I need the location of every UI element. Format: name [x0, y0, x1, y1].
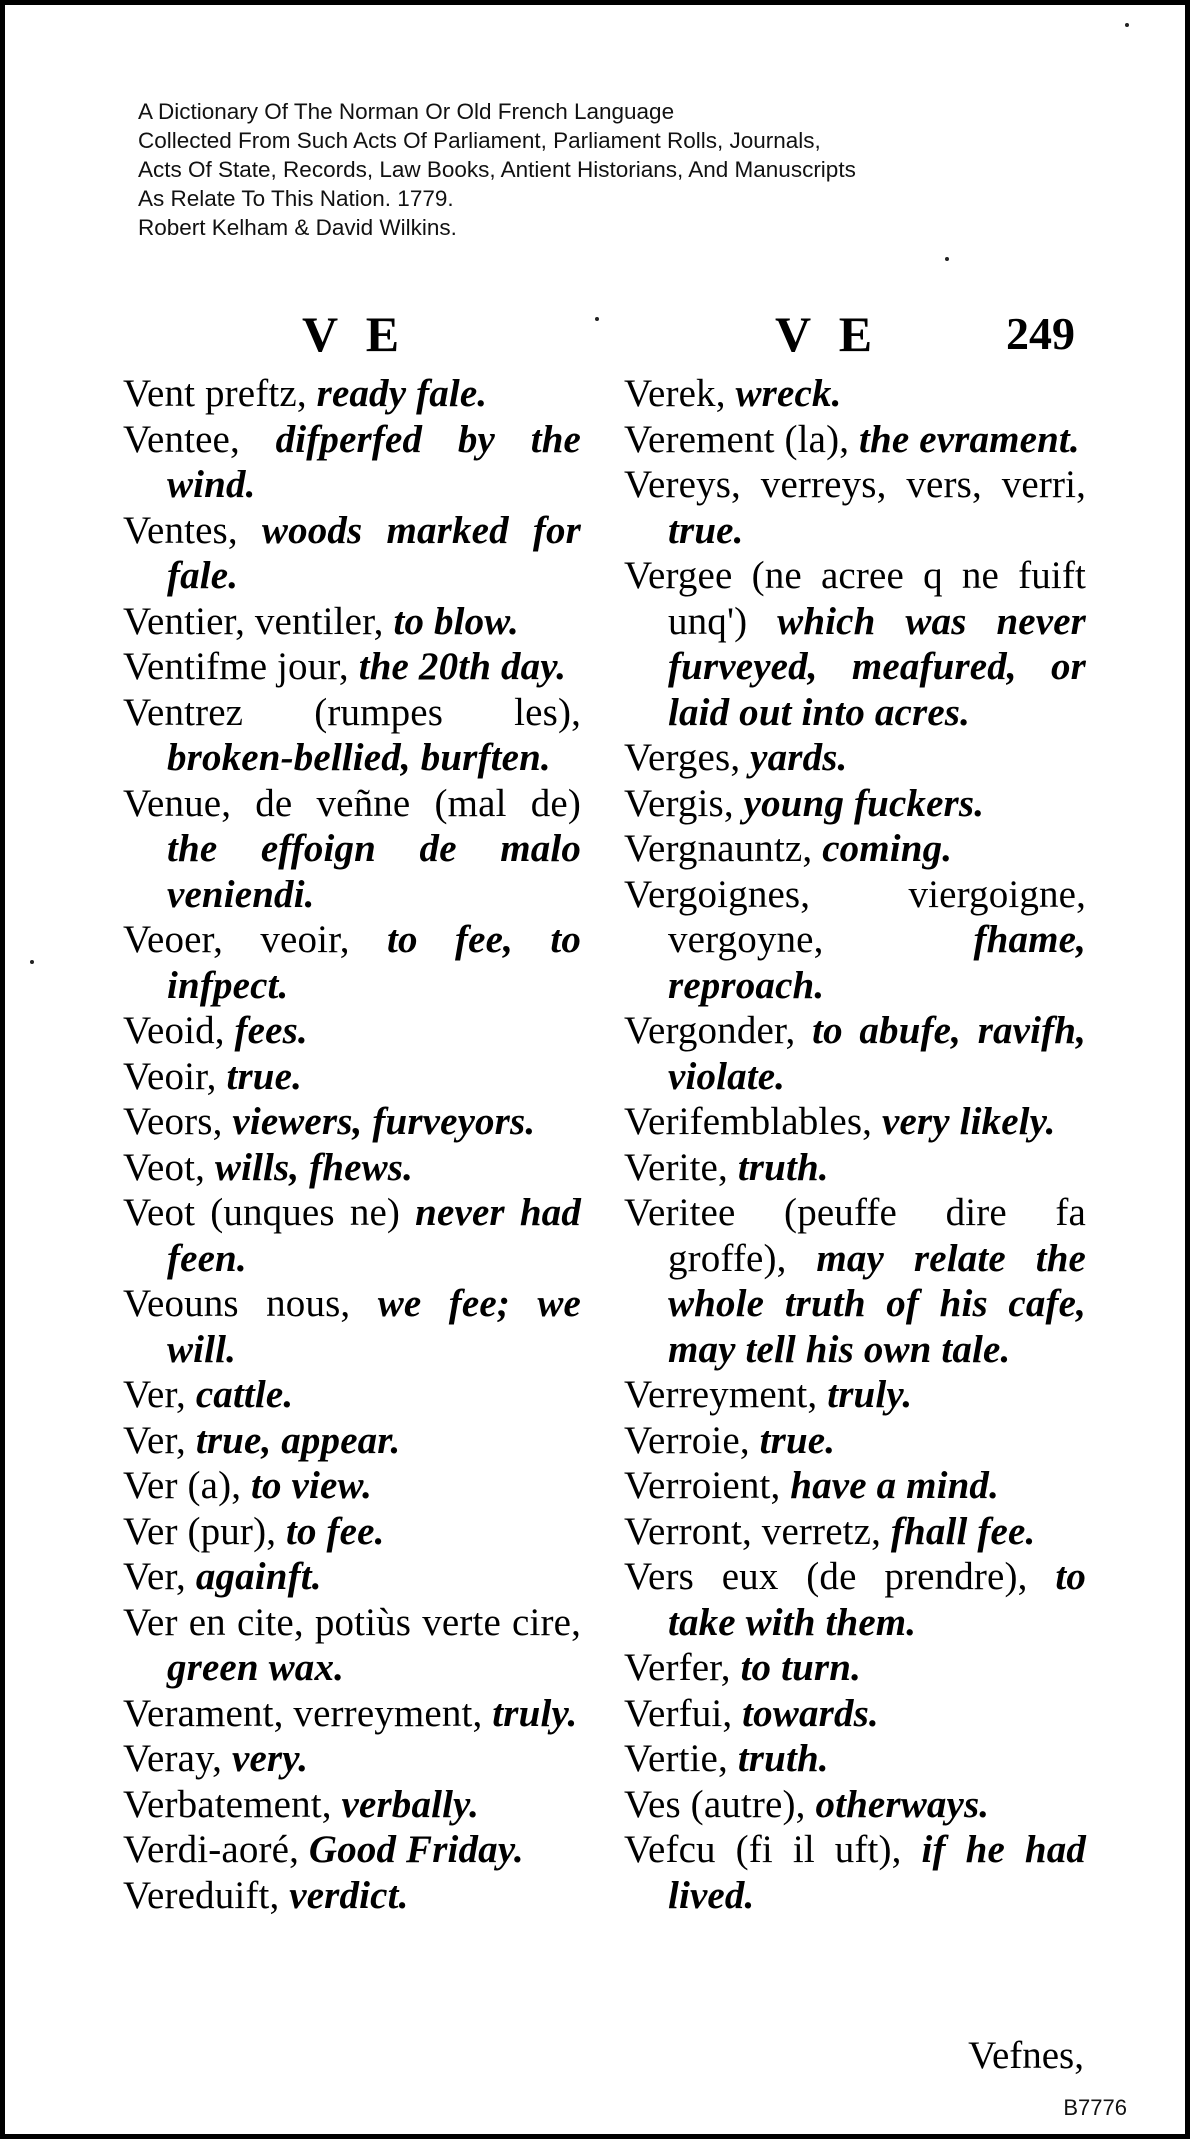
entry-headword: Ver en cite, potiùs verte cire, [123, 1600, 581, 1644]
ink-speck [595, 317, 599, 321]
entry-gloss: may relate the whole truth of his cafe, may tell his own tale. [668, 1236, 1086, 1371]
entry-headword: Vergis, [624, 781, 734, 825]
entry-headword: Vefcu (fi il uft), [624, 1828, 902, 1871]
entry-gloss: fhall fee. [881, 1509, 1036, 1553]
entry-headword: Veot (unques ne) [123, 1191, 401, 1234]
dictionary-entry [624, 1509, 1086, 1555]
entry-headword: Verroie, [624, 1418, 750, 1462]
dictionary-entry [624, 872, 1086, 1009]
entry-gloss: againft. [185, 1555, 322, 1598]
catchword: Vefnes, [968, 2034, 1084, 2077]
dictionary-entry [123, 1509, 581, 1555]
entry-headword: Veritee (peuffe dire fa groffe), [624, 1191, 1086, 1280]
entry-headword: Venue, de veñne (mal de) [123, 781, 581, 825]
entry-gloss: which was never furveyed, meafured, or laid out into acres. [668, 599, 1086, 734]
dictionary-entry [624, 1008, 1086, 1099]
authors-line: Robert Kelham & David Wilkins. [138, 215, 457, 240]
dictionary-entry [624, 1463, 1086, 1509]
title-line-2: Collected From Such Acts Of Parliament, Parliament Rolls, Journals, [138, 128, 821, 153]
entry-gloss: difperfed by the wind. [167, 417, 581, 506]
entry-headword: Ventifme jour, [123, 645, 349, 688]
entry-headword: Vertie, [624, 1737, 728, 1780]
entry-headword: Verges, [624, 736, 741, 779]
entry-headword: Verdi-aoré, [123, 1828, 299, 1871]
dictionary-entry [624, 1190, 1086, 1372]
entry-headword: Veot, [123, 1145, 205, 1189]
dictionary-entry [624, 781, 1086, 827]
entry-headword: Verite, [624, 1145, 728, 1189]
entry-gloss: to fee, to infpect. [167, 918, 581, 1007]
running-head-right: V E [775, 306, 881, 362]
dictionary-entry [123, 1691, 581, 1737]
entry-gloss: very likely. [872, 1100, 1056, 1143]
dictionary-entry [123, 1190, 581, 1281]
entry-headword: Vent preftz, [123, 372, 307, 415]
entry-gloss: fhame, reproach. [668, 918, 1086, 1007]
entry-headword: Verreyment, [624, 1373, 818, 1416]
entry-headword: Verament, verreyment, [123, 1691, 483, 1735]
entry-gloss: otherways. [805, 1782, 990, 1826]
entry-gloss: to blow. [383, 599, 519, 643]
dictionary-entry [123, 1782, 581, 1828]
entry-headword: Ves (autre), [624, 1782, 806, 1826]
dictionary-entry [123, 508, 581, 599]
entry-headword: Verfer, [624, 1646, 731, 1689]
left-column [123, 371, 581, 1918]
entry-headword: Veouns nous, [123, 1282, 351, 1325]
header-block [138, 97, 1038, 242]
ink-speck [1125, 23, 1129, 27]
dictionary-entry [624, 1782, 1086, 1828]
dictionary-entry [123, 1418, 581, 1464]
dictionary-entry [123, 1372, 581, 1418]
entry-gloss: green wax. [167, 1646, 344, 1689]
entry-headword: Verement (la), [624, 417, 850, 461]
dictionary-entry [123, 1145, 581, 1191]
dictionary-entry [123, 1600, 581, 1691]
entry-headword: Verront, verretz, [624, 1509, 882, 1553]
entry-gloss: truth. [727, 1737, 829, 1780]
dictionary-entry [123, 1463, 581, 1509]
title-line-3: Acts Of State, Records, Law Books, Antient Historians, And Manuscripts [138, 157, 856, 182]
entry-gloss: true. [749, 1418, 836, 1462]
dictionary-entry [624, 1554, 1086, 1645]
entry-gloss: to view. [241, 1464, 373, 1507]
entry-headword: Ventee, [123, 417, 240, 461]
entry-gloss: woods marked for fale. [167, 508, 581, 597]
entry-headword: Ventes, [123, 508, 238, 552]
dictionary-entry [624, 1827, 1086, 1918]
entry-gloss: the 20th day. [348, 645, 567, 688]
entry-headword: Veray, [123, 1737, 223, 1780]
entry-gloss: verbally. [331, 1782, 479, 1826]
entry-gloss: very. [222, 1737, 309, 1780]
entry-gloss: true. [668, 508, 744, 552]
dictionary-entry [624, 1736, 1086, 1782]
entry-gloss: true. [216, 1054, 302, 1098]
entry-gloss: to take with them. [668, 1555, 1086, 1644]
entry-headword: Verbatement, [123, 1782, 332, 1826]
ink-speck [945, 257, 949, 261]
entry-gloss: truly. [482, 1691, 578, 1735]
entry-headword: Ver, [123, 1373, 186, 1416]
entry-gloss: wills, fhews. [205, 1145, 413, 1189]
entry-headword: Ventrez (rumpes les), [123, 690, 581, 734]
dictionary-entry [624, 826, 1086, 872]
entry-headword: Verek, [624, 372, 726, 415]
dictionary-entry [123, 1008, 581, 1054]
dictionary-entry [624, 735, 1086, 781]
entry-gloss: the evrament. [849, 417, 1080, 461]
entry-gloss: to fee. [276, 1509, 385, 1553]
entry-gloss: coming. [812, 827, 953, 870]
dictionary-entry [123, 1736, 581, 1782]
entry-gloss: to abufe, ravifh, violate. [668, 1009, 1086, 1098]
entry-gloss: young fuckers. [733, 781, 985, 825]
dictionary-entry [123, 781, 581, 918]
entry-gloss: verdict. [279, 1873, 409, 1917]
dictionary-entry [624, 553, 1086, 735]
entry-headword: Ver (a), [123, 1464, 242, 1507]
entry-headword: Ver (pur), [123, 1509, 277, 1553]
entry-gloss: Good Friday. [298, 1828, 524, 1871]
title-line-1: A Dictionary Of The Norman Or Old French Language [138, 99, 675, 124]
dictionary-entry [624, 1645, 1086, 1691]
right-column [624, 371, 1086, 1918]
entry-headword: Vereys, verreys, vers, verri, [624, 463, 1086, 506]
entry-headword: Vergnauntz, [624, 827, 813, 870]
dictionary-entry [123, 1281, 581, 1372]
entry-headword: Ventier, ventiler, [123, 599, 384, 643]
entry-headword: Vers eux (de prendre), [624, 1555, 1028, 1598]
entry-gloss: cattle. [185, 1373, 294, 1416]
entry-headword: Ver, [123, 1555, 186, 1598]
dictionary-entry [123, 1054, 581, 1100]
dictionary-entry [624, 462, 1086, 553]
entry-headword: Verroient, [624, 1464, 781, 1507]
dictionary-entry [123, 1873, 581, 1919]
entry-gloss: to turn. [730, 1646, 861, 1689]
entry-headword: Veoer, veoir, [123, 918, 350, 961]
dictionary-entry [123, 917, 581, 1008]
entry-gloss: truth. [727, 1145, 829, 1189]
dictionary-entry [123, 599, 581, 645]
entry-gloss: towards. [732, 1691, 879, 1735]
entry-headword: Veors, [123, 1100, 223, 1143]
title-line-4: As Relate To This Nation. 1779. [138, 186, 454, 211]
entry-headword: Veoid, [123, 1009, 225, 1052]
dictionary-entry [123, 417, 581, 508]
dictionary-entry [624, 1099, 1086, 1145]
dictionary-entry [624, 417, 1086, 463]
entry-headword: Veoir, [123, 1054, 217, 1098]
dictionary-entry [624, 1372, 1086, 1418]
entry-headword: Vergonder, [624, 1009, 796, 1052]
dictionary-entry [123, 1099, 581, 1145]
entry-gloss: fees. [224, 1009, 308, 1052]
entry-headword: Vereduift, [123, 1873, 280, 1917]
entry-headword: Vergoignes, viergoigne, vergoyne, [624, 872, 1086, 961]
running-head-left: V E [302, 306, 408, 362]
dictionary-entry [123, 1554, 581, 1600]
dictionary-entry [123, 644, 581, 690]
shelfmark: B7776 [1063, 2095, 1127, 2120]
entry-gloss: broken-bellied, burften. [167, 736, 551, 779]
entry-gloss: we fee; we will. [167, 1282, 582, 1371]
dictionary-entry [624, 371, 1086, 417]
ink-speck [30, 960, 34, 964]
entry-gloss: if he had lived. [668, 1828, 1086, 1917]
entry-gloss: ready fale. [306, 372, 488, 415]
entry-headword: Verifemblables, [624, 1100, 873, 1143]
entry-headword: Vergee (ne acree q ne fuift unq') [624, 554, 1086, 643]
dictionary-entry [624, 1418, 1086, 1464]
dictionary-entry [123, 371, 581, 417]
entry-gloss: yards. [740, 736, 848, 779]
page-number: 249 [1006, 308, 1075, 359]
entry-gloss: have a mind. [780, 1464, 999, 1507]
entry-gloss: truly. [817, 1373, 913, 1416]
dictionary-entry [624, 1691, 1086, 1737]
entry-gloss: viewers, furveyors. [222, 1100, 536, 1143]
entry-gloss: wreck. [725, 372, 842, 415]
dictionary-entry [123, 1827, 581, 1873]
dictionary-entry [624, 1145, 1086, 1191]
entry-headword: Ver, [123, 1418, 186, 1462]
entry-gloss: never had feen. [167, 1191, 581, 1280]
dictionary-entry [123, 690, 581, 781]
entry-headword: Verfui, [624, 1691, 733, 1735]
entry-gloss: the effoign de malo veniendi. [167, 827, 581, 916]
entry-gloss: true, appear. [185, 1418, 401, 1462]
